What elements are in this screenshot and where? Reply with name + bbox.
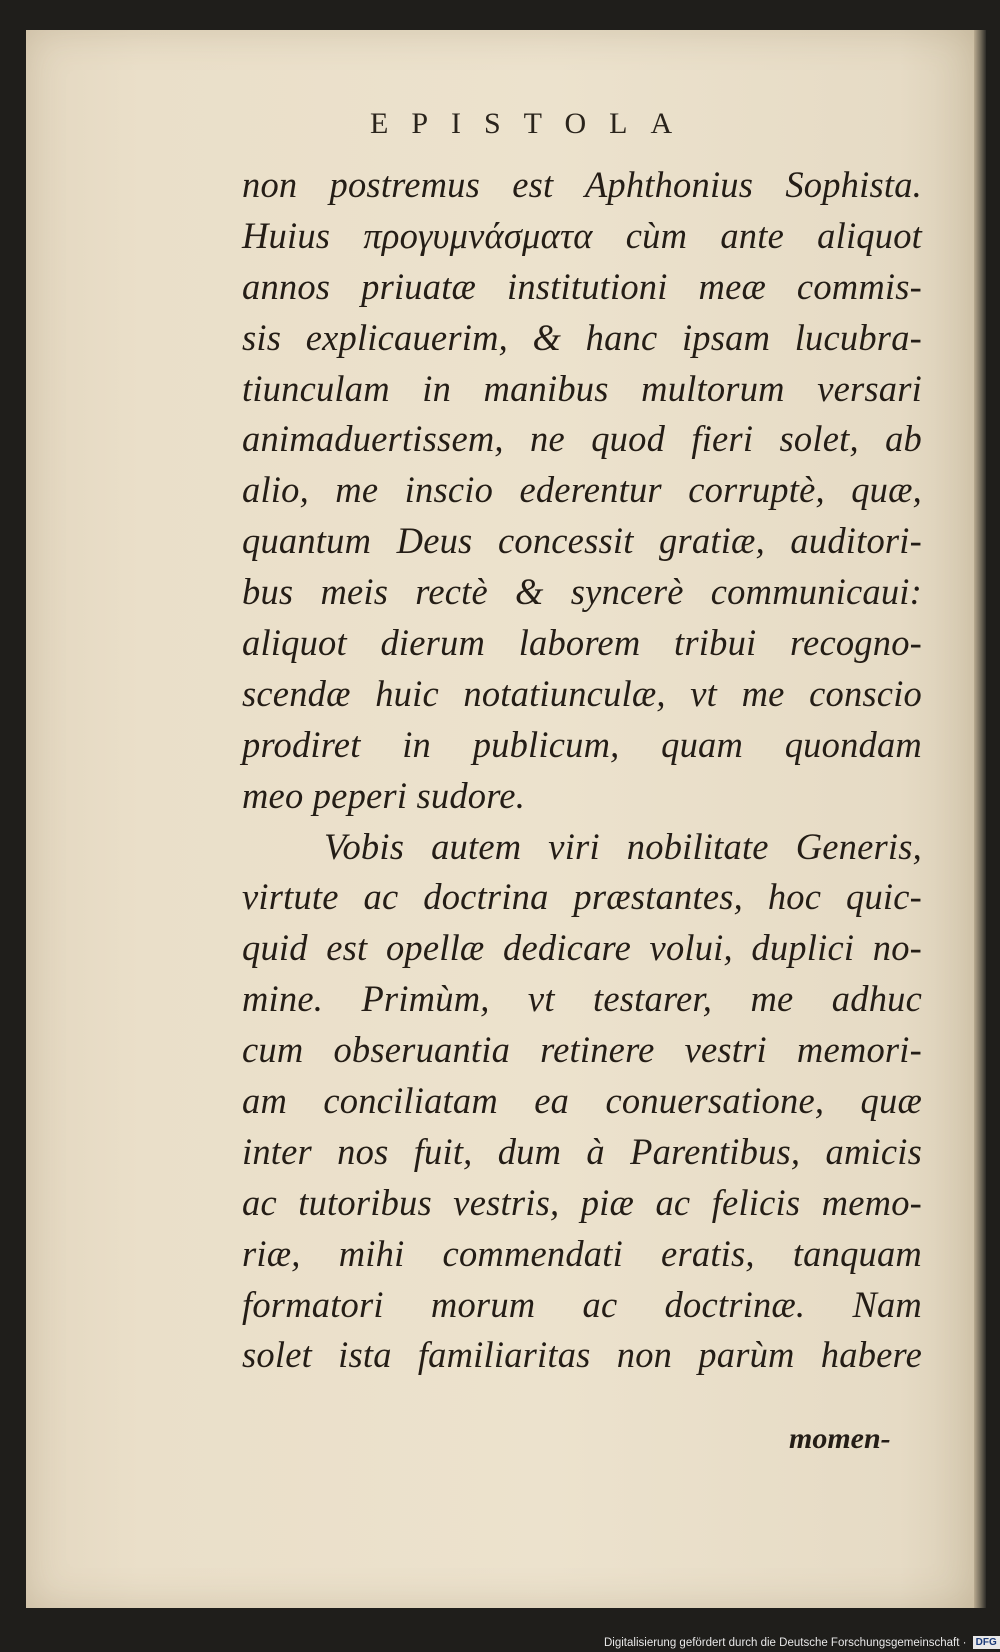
page-edge [974, 30, 986, 1608]
text-line: prodiret in publicum, quam quondam [242, 723, 922, 765]
text-line: formatori morum ac doctrinæ. Nam [242, 1283, 922, 1325]
text-line: virtute ac doctrina præstantes, hoc quic- [242, 876, 922, 918]
text-line: scendæ huic notatiunculæ, vt me conscio [242, 672, 922, 714]
text-line: riæ, mihi commendati eratis, tanquam [242, 1232, 922, 1274]
text-line: aliquot dierum laborem tribui recogno- [242, 622, 922, 664]
text-line: annos priuatæ institutioni meæ commis- [242, 265, 922, 307]
credit-separator: · [959, 1637, 970, 1649]
text-line: bus meis rectè & syncerè communicaui: [242, 571, 922, 613]
dfg-logo: DFG [973, 1636, 1000, 1649]
running-head: EPISTOLA [370, 107, 696, 140]
text-line: inter nos fuit, dum à Parentibus, amicis [242, 1130, 922, 1172]
text-line: alio, me inscio ederentur corruptè, quæ, [242, 469, 922, 511]
text-line: ac tutoribus vestris, piæ ac felicis memo- [242, 1181, 922, 1223]
text-line: non postremus est Aphthonius Sophista. [242, 164, 922, 205]
text-line: am conciliatam ea conuersatione, quæ [242, 1080, 922, 1122]
text-line: mine. Primùm, vt testarer, me adhuc [242, 978, 922, 1020]
text-block [242, 160, 922, 1381]
text-line: quid est opellæ dedicare volui, duplici no- [242, 927, 922, 969]
text-line: tiunculam in manibus multorum versari [242, 367, 922, 409]
text-line: cum obseruantia retinere vestri memori- [242, 1029, 922, 1071]
text-line: sis explicauerim, & hanc ipsam lucubra- [242, 316, 922, 358]
text-line: quantum Deus concessit gratiæ, auditori- [242, 520, 922, 562]
digitization-credit [604, 1634, 1000, 1652]
text-line-paragraph-start: Vobis autem viri nobilitate Generis, [324, 825, 922, 867]
text-line: meo peperi sudore. [242, 774, 526, 816]
text-line: solet ista familiaritas non parùm habere [242, 1334, 922, 1376]
text-line: Huius προγυμνάσματα cùm ante aliquot [242, 214, 922, 256]
credit-text: Digitalisierung gefördert durch die Deutsche Forschungsgemeinschaft [604, 1637, 960, 1649]
text-line: animaduertissem, ne quod fieri solet, ab [242, 418, 922, 460]
catchword: momen- [789, 1422, 891, 1455]
